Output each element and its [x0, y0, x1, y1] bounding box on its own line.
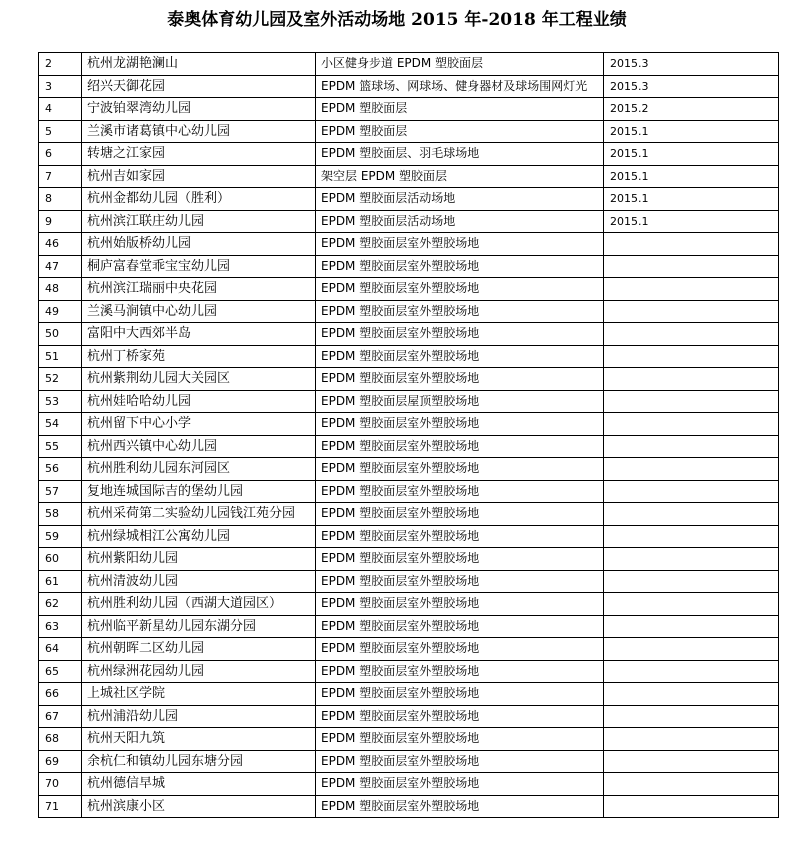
- work-content-cell: EPDM 塑胶面层室外塑胶场地: [316, 728, 604, 751]
- completion-date-cell: [604, 390, 779, 413]
- work-content-cell: EPDM 塑胶面层室外塑胶场地: [316, 593, 604, 616]
- row-number-cell: 6: [39, 143, 82, 166]
- table-row: [39, 750, 779, 773]
- project-name-cell: 余杭仁和镇幼儿园东塘分园: [82, 750, 316, 773]
- project-name-cell: 杭州浦沿幼儿园: [82, 705, 316, 728]
- completion-date-cell: [604, 795, 779, 818]
- completion-date-cell: [604, 300, 779, 323]
- row-number-cell: 59: [39, 525, 82, 548]
- row-number-cell: 2: [39, 53, 82, 76]
- work-content-cell: EPDM 塑胶面层室外塑胶场地: [316, 458, 604, 481]
- project-name-cell: 杭州胜利幼儿园东河园区: [82, 458, 316, 481]
- project-name-cell: 桐庐富春堂乖宝宝幼儿园: [82, 255, 316, 278]
- completion-date-cell: 2015.1: [604, 210, 779, 233]
- row-number-cell: 65: [39, 660, 82, 683]
- table-row: [39, 233, 779, 256]
- work-content-cell: EPDM 塑胶面层室外塑胶场地: [316, 773, 604, 796]
- row-number-cell: 68: [39, 728, 82, 751]
- completion-date-cell: [604, 345, 779, 368]
- row-number-cell: 5: [39, 120, 82, 143]
- work-content-cell: EPDM 塑胶面层室外塑胶场地: [316, 368, 604, 391]
- table-row: [39, 638, 779, 661]
- row-number-cell: 52: [39, 368, 82, 391]
- completion-date-cell: 2015.1: [604, 120, 779, 143]
- row-number-cell: 3: [39, 75, 82, 98]
- work-content-cell: EPDM 塑胶面层室外塑胶场地: [316, 345, 604, 368]
- table-row: [39, 413, 779, 436]
- row-number-cell: 58: [39, 503, 82, 526]
- row-number-cell: 4: [39, 98, 82, 121]
- row-number-cell: 55: [39, 435, 82, 458]
- row-number-cell: 57: [39, 480, 82, 503]
- work-content-cell: EPDM 塑胶面层室外塑胶场地: [316, 435, 604, 458]
- work-content-cell: EPDM 塑胶面层室外塑胶场地: [316, 300, 604, 323]
- completion-date-cell: [604, 615, 779, 638]
- table-row: [39, 300, 779, 323]
- work-content-cell: EPDM 塑胶面层室外塑胶场地: [316, 548, 604, 571]
- table-row: [39, 660, 779, 683]
- completion-date-cell: 2015.3: [604, 75, 779, 98]
- project-name-cell: 杭州始版桥幼儿园: [82, 233, 316, 256]
- row-number-cell: 60: [39, 548, 82, 571]
- row-number-cell: 63: [39, 615, 82, 638]
- completion-date-cell: 2015.1: [604, 188, 779, 211]
- completion-date-cell: [604, 233, 779, 256]
- completion-date-cell: 2015.1: [604, 165, 779, 188]
- completion-date-cell: [604, 773, 779, 796]
- table-row: [39, 255, 779, 278]
- project-name-cell: 杭州龙湖艳澜山: [82, 53, 316, 76]
- project-name-cell: 杭州紫荆幼儿园大关园区: [82, 368, 316, 391]
- project-name-cell: 杭州滨江联庄幼儿园: [82, 210, 316, 233]
- project-name-cell: 转塘之江家园: [82, 143, 316, 166]
- work-content-cell: EPDM 塑胶面层室外塑胶场地: [316, 503, 604, 526]
- row-number-cell: 50: [39, 323, 82, 346]
- row-number-cell: 69: [39, 750, 82, 773]
- row-number-cell: 49: [39, 300, 82, 323]
- completion-date-cell: [604, 593, 779, 616]
- project-name-cell: 杭州绿城相江公寓幼儿园: [82, 525, 316, 548]
- project-name-cell: 杭州金都幼儿园（胜利）: [82, 188, 316, 211]
- table-row: [39, 570, 779, 593]
- records-table-body: [39, 53, 779, 818]
- row-number-cell: 46: [39, 233, 82, 256]
- row-number-cell: 71: [39, 795, 82, 818]
- work-content-cell: EPDM 塑胶面层室外塑胶场地: [316, 255, 604, 278]
- table-row: [39, 773, 779, 796]
- work-content-cell: 架空层 EPDM 塑胶面层: [316, 165, 604, 188]
- project-name-cell: 杭州临平新星幼儿园东湖分园: [82, 615, 316, 638]
- table-row: [39, 323, 779, 346]
- completion-date-cell: [604, 278, 779, 301]
- project-name-cell: 杭州吉如家园: [82, 165, 316, 188]
- row-number-cell: 53: [39, 390, 82, 413]
- table-row: [39, 345, 779, 368]
- completion-date-cell: [604, 570, 779, 593]
- work-content-cell: EPDM 塑胶面层: [316, 120, 604, 143]
- project-name-cell: 杭州德信早城: [82, 773, 316, 796]
- work-content-cell: EPDM 塑胶面层室外塑胶场地: [316, 750, 604, 773]
- work-content-cell: EPDM 塑胶面层室外塑胶场地: [316, 705, 604, 728]
- project-name-cell: 兰溪市诸葛镇中心幼儿园: [82, 120, 316, 143]
- completion-date-cell: [604, 660, 779, 683]
- table-row: [39, 188, 779, 211]
- project-name-cell: 富阳中大西郊半岛: [82, 323, 316, 346]
- row-number-cell: 61: [39, 570, 82, 593]
- row-number-cell: 67: [39, 705, 82, 728]
- project-name-cell: 上城社区学院: [82, 683, 316, 706]
- table-row: [39, 548, 779, 571]
- table-row: [39, 593, 779, 616]
- work-content-cell: EPDM 塑胶面层室外塑胶场地: [316, 660, 604, 683]
- table-row: [39, 53, 779, 76]
- project-name-cell: 杭州紫阳幼儿园: [82, 548, 316, 571]
- table-row: [39, 525, 779, 548]
- completion-date-cell: [604, 255, 779, 278]
- completion-date-cell: 2015.2: [604, 98, 779, 121]
- project-name-cell: 绍兴天御花园: [82, 75, 316, 98]
- row-number-cell: 51: [39, 345, 82, 368]
- table-row: [39, 98, 779, 121]
- work-content-cell: EPDM 塑胶面层室外塑胶场地: [316, 278, 604, 301]
- work-content-cell: EPDM 塑胶面层活动场地: [316, 210, 604, 233]
- completion-date-cell: 2015.3: [604, 53, 779, 76]
- table-row: [39, 278, 779, 301]
- completion-date-cell: [604, 750, 779, 773]
- table-row: [39, 165, 779, 188]
- project-name-cell: 杭州绿洲花园幼儿园: [82, 660, 316, 683]
- row-number-cell: 70: [39, 773, 82, 796]
- row-number-cell: 64: [39, 638, 82, 661]
- table-row: [39, 615, 779, 638]
- completion-date-cell: [604, 638, 779, 661]
- row-number-cell: 56: [39, 458, 82, 481]
- work-content-cell: EPDM 塑胶面层室外塑胶场地: [316, 795, 604, 818]
- completion-date-cell: [604, 435, 779, 458]
- table-row: [39, 458, 779, 481]
- table-row: [39, 390, 779, 413]
- document-title: 泰奥体育幼儿园及室外活动场地 2015 年-2018 年工程业绩: [167, 10, 627, 30]
- work-content-cell: EPDM 塑胶面层室外塑胶场地: [316, 233, 604, 256]
- completion-date-cell: [604, 683, 779, 706]
- work-content-cell: EPDM 塑胶面层室外塑胶场地: [316, 638, 604, 661]
- work-content-cell: EPDM 塑胶面层室外塑胶场地: [316, 615, 604, 638]
- work-content-cell: EPDM 塑胶面层室外塑胶场地: [316, 413, 604, 436]
- completion-date-cell: [604, 323, 779, 346]
- project-name-cell: 杭州朝晖二区幼儿园: [82, 638, 316, 661]
- completion-date-cell: 2015.1: [604, 143, 779, 166]
- row-number-cell: 9: [39, 210, 82, 233]
- work-content-cell: EPDM 塑胶面层、羽毛球场地: [316, 143, 604, 166]
- completion-date-cell: [604, 705, 779, 728]
- work-content-cell: EPDM 塑胶面层室外塑胶场地: [316, 480, 604, 503]
- table-row: [39, 75, 779, 98]
- work-content-cell: EPDM 塑胶面层室外塑胶场地: [316, 683, 604, 706]
- completion-date-cell: [604, 525, 779, 548]
- table-row: [39, 368, 779, 391]
- table-row: [39, 435, 779, 458]
- row-number-cell: 62: [39, 593, 82, 616]
- project-name-cell: 杭州天阳九筑: [82, 728, 316, 751]
- work-content-cell: EPDM 篮球场、网球场、健身器材及球场围网灯光: [316, 75, 604, 98]
- completion-date-cell: [604, 503, 779, 526]
- table-row: [39, 683, 779, 706]
- row-number-cell: 54: [39, 413, 82, 436]
- table-row: [39, 503, 779, 526]
- project-name-cell: 杭州丁桥家苑: [82, 345, 316, 368]
- completion-date-cell: [604, 728, 779, 751]
- project-name-cell: 杭州胜利幼儿园（西湖大道园区）: [82, 593, 316, 616]
- project-name-cell: 杭州西兴镇中心幼儿园: [82, 435, 316, 458]
- row-number-cell: 8: [39, 188, 82, 211]
- table-row: [39, 210, 779, 233]
- table-row: [39, 120, 779, 143]
- table-row: [39, 705, 779, 728]
- completion-date-cell: [604, 458, 779, 481]
- project-name-cell: 兰溪马涧镇中心幼儿园: [82, 300, 316, 323]
- project-name-cell: 杭州留下中心小学: [82, 413, 316, 436]
- project-name-cell: 复地连城国际吉的堡幼儿园: [82, 480, 316, 503]
- work-content-cell: EPDM 塑胶面层室外塑胶场地: [316, 323, 604, 346]
- work-content-cell: EPDM 塑胶面层室外塑胶场地: [316, 525, 604, 548]
- project-name-cell: 杭州清波幼儿园: [82, 570, 316, 593]
- work-content-cell: EPDM 塑胶面层屋顶塑胶场地: [316, 390, 604, 413]
- project-records-table: [38, 52, 779, 818]
- completion-date-cell: [604, 548, 779, 571]
- project-name-cell: 杭州滨康小区: [82, 795, 316, 818]
- row-number-cell: 66: [39, 683, 82, 706]
- project-name-cell: 宁波铂翠湾幼儿园: [82, 98, 316, 121]
- work-content-cell: EPDM 塑胶面层室外塑胶场地: [316, 570, 604, 593]
- table-row: [39, 480, 779, 503]
- work-content-cell: 小区健身步道 EPDM 塑胶面层: [316, 53, 604, 76]
- completion-date-cell: [604, 368, 779, 391]
- work-content-cell: EPDM 塑胶面层: [316, 98, 604, 121]
- work-content-cell: EPDM 塑胶面层活动场地: [316, 188, 604, 211]
- project-name-cell: 杭州采荷第二实验幼儿园钱江苑分园: [82, 503, 316, 526]
- row-number-cell: 7: [39, 165, 82, 188]
- row-number-cell: 48: [39, 278, 82, 301]
- table-row: [39, 795, 779, 818]
- table-row: [39, 143, 779, 166]
- project-name-cell: 杭州娃哈哈幼儿园: [82, 390, 316, 413]
- project-name-cell: 杭州滨江瑞丽中央花园: [82, 278, 316, 301]
- row-number-cell: 47: [39, 255, 82, 278]
- completion-date-cell: [604, 413, 779, 436]
- completion-date-cell: [604, 480, 779, 503]
- table-row: [39, 728, 779, 751]
